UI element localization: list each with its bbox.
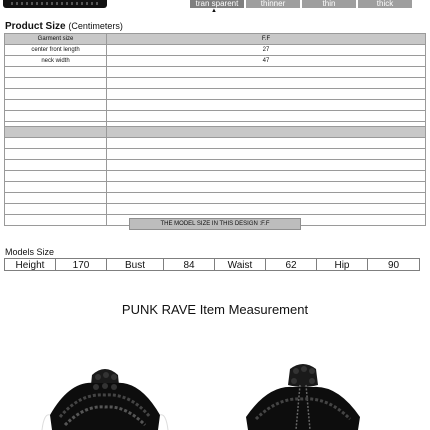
thickness-scale — [190, 0, 412, 8]
row-label — [5, 204, 107, 215]
thickness-option-transparent: tran sparent — [190, 0, 244, 8]
thickness-option-thin: thin — [302, 0, 356, 8]
model-hip-value: 90 — [367, 258, 420, 271]
table-row — [5, 45, 426, 56]
models-size-title: Models Size — [5, 247, 55, 257]
row-value — [107, 204, 426, 215]
row-value: 47 — [107, 56, 426, 67]
row-label: center front length — [5, 45, 107, 56]
table-row — [5, 171, 426, 182]
header-cell — [5, 127, 107, 138]
models-size-row — [4, 258, 426, 271]
row-value — [107, 89, 426, 100]
model-hip-label: Hip — [316, 258, 368, 271]
row-label — [5, 138, 107, 149]
table-row — [5, 78, 426, 89]
row-value — [107, 111, 426, 122]
thickness-option-thinner: thinner — [246, 0, 300, 8]
table-row — [5, 100, 426, 111]
product-front-image — [40, 355, 170, 430]
model-waist-value: 62 — [265, 258, 317, 271]
header-cell — [107, 127, 426, 138]
table-row — [5, 56, 426, 67]
model-bust-label: Bust — [106, 258, 164, 271]
row-value — [107, 100, 426, 111]
beaded-detail — [11, 2, 99, 5]
header-garment-size: Garment size — [5, 34, 107, 45]
row-value: 27 — [107, 45, 426, 56]
row-label — [5, 193, 107, 204]
model-height-value: 170 — [55, 258, 107, 271]
table-row — [5, 89, 426, 100]
table-row — [5, 160, 426, 171]
row-label: neck width — [5, 56, 107, 67]
secondary-size-table — [4, 126, 426, 226]
product-back-image — [238, 355, 368, 430]
thickness-option-thick: thick — [358, 0, 412, 8]
table-header-row — [5, 34, 426, 45]
row-value — [107, 171, 426, 182]
table-row — [5, 138, 426, 149]
row-label — [5, 149, 107, 160]
table-row — [5, 182, 426, 193]
row-label — [5, 171, 107, 182]
row-label — [5, 89, 107, 100]
row-value — [107, 149, 426, 160]
table-row — [5, 67, 426, 78]
table-row — [5, 149, 426, 160]
product-size-title — [5, 21, 123, 32]
product-size-table — [4, 33, 426, 133]
row-label — [5, 160, 107, 171]
header-size-ff: F.F — [107, 34, 426, 45]
model-size-note: THE MODEL SIZE IN THIS DESIGN :F.F — [129, 218, 301, 230]
table-row — [5, 193, 426, 204]
model-height-label: Height — [4, 258, 56, 271]
model-waist-label: Waist — [214, 258, 266, 271]
row-value — [107, 78, 426, 89]
row-value — [107, 138, 426, 149]
product-size-unit: (Centimeters) — [68, 21, 123, 31]
row-label — [5, 182, 107, 193]
top-product-photo-crop — [3, 0, 107, 8]
row-value — [107, 182, 426, 193]
row-value — [107, 193, 426, 204]
table-row — [5, 111, 426, 122]
measurement-title: PUNK RAVE Item Measurement — [121, 302, 309, 317]
thickness-marker-icon: ▲ — [211, 8, 217, 14]
model-bust-value: 84 — [163, 258, 215, 271]
product-size-title-text: Product Size — [5, 21, 66, 32]
row-label — [5, 111, 107, 122]
row-label — [5, 67, 107, 78]
row-label — [5, 215, 107, 226]
row-label — [5, 100, 107, 111]
table-header-row — [5, 127, 426, 138]
row-value — [107, 160, 426, 171]
row-value — [107, 67, 426, 78]
top-strip — [0, 0, 430, 12]
table-row — [5, 204, 426, 215]
row-label — [5, 78, 107, 89]
